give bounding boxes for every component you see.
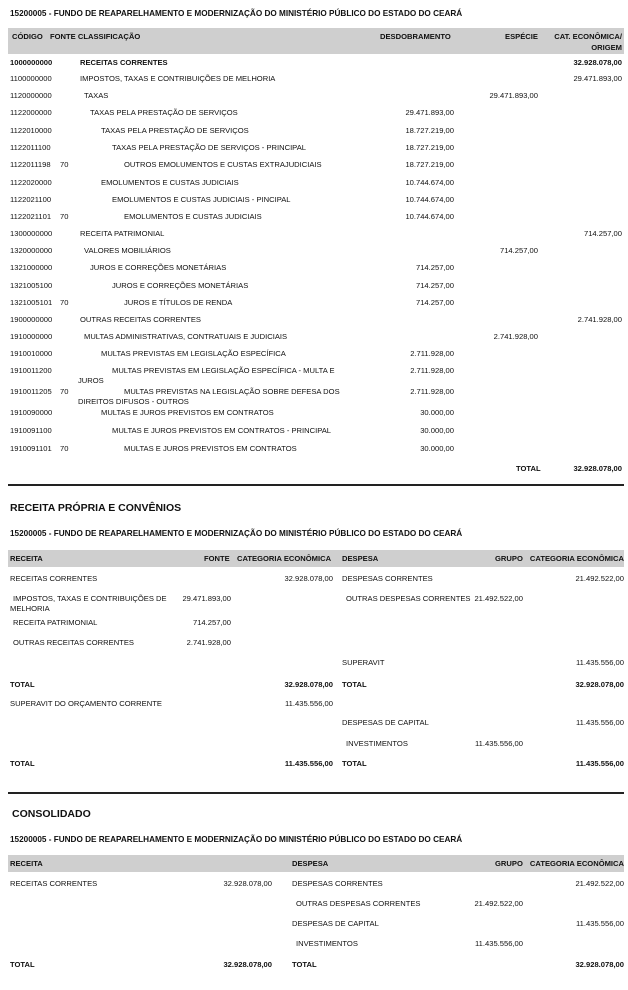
section-divider-2: [8, 792, 624, 794]
col-despesa: DESPESA: [342, 554, 379, 563]
col-fonte-classificacao: FONTE CLASSIFICAÇÃO: [50, 32, 141, 41]
row-code: 1910011205: [10, 387, 52, 396]
col-categoria-3: CATEGORIA ECONÔMICA: [529, 859, 624, 868]
despesas-capital-label: DESPESAS DE CAPITAL: [342, 718, 429, 727]
investimentos-label: INVESTIMENTOS: [346, 739, 408, 748]
section-heading-receita-propria: RECEITA PRÓPRIA E CONVÊNIOS: [10, 502, 182, 514]
impostos-label-2: MELHORIA: [10, 604, 50, 613]
consol-invest-value: 11.435.556,00: [475, 939, 523, 948]
consol-desp-corr-value: 21.492.522,00: [575, 879, 624, 888]
table3-header: [8, 855, 624, 872]
row-description: TAXAS PELA PRESTAÇÃO DE SERVIÇOS - PRINCIPAL: [112, 143, 306, 152]
col-fonte: FONTE: [204, 554, 230, 563]
row-desdobramento: 30.000,00: [420, 444, 454, 453]
row-code: 1122021101: [10, 212, 52, 221]
col-despesa-3: DESPESA: [292, 859, 329, 868]
row-description: EMOLUMENTOS E CUSTAS JUDICIAIS - PINCIPAL: [112, 195, 291, 204]
row-cat-economica: 29.471.893,00: [573, 74, 622, 83]
row-description: MULTAS ADMINISTRATIVAS, CONTRATUAIS E JUDICIAIS: [84, 332, 288, 341]
row-code: 1120000000: [10, 91, 52, 100]
row-especie: 714.257,00: [499, 246, 538, 255]
section-heading-consolidado: CONSOLIDADO: [12, 808, 91, 820]
row-description: JUROS E CORREÇÕES MONETÁRIAS: [112, 281, 249, 290]
row-code: 1122011100: [10, 143, 51, 152]
row-desdobramento: 29.471.893,00: [405, 108, 454, 117]
despesas-correntes-value: 21.492.522,00: [575, 574, 624, 583]
receita-patrimonial-fonte: 714.257,00: [192, 618, 231, 627]
row-description: MULTAS E JUROS PREVISTOS EM CONTRATOS - PRINCIPAL: [112, 426, 331, 435]
row-fonte: 70: [60, 212, 69, 221]
col-grupo: GRUPO: [495, 554, 523, 563]
row-description: IMPOSTOS, TAXAS E CONTRIBUIÇÕES DE MELHORIA: [80, 74, 276, 83]
total2-left-value: 11.435.556,00: [284, 759, 333, 768]
total2-right-label: TOTAL: [342, 759, 367, 768]
row-desdobramento: 10.744.674,00: [405, 178, 454, 187]
row-description: RECEITA PATRIMONIAL: [80, 229, 165, 238]
row-code: 1910010000: [10, 349, 53, 358]
row-code: 1321005100: [10, 281, 53, 290]
col-categoria-despesa: CATEGORIA ECONÔMICA: [529, 554, 624, 563]
outras-receitas-fonte: 2.741.928,00: [186, 638, 231, 647]
row-code: 1910091100: [10, 426, 52, 435]
row-desdobramento: 2.711.928,00: [410, 387, 454, 396]
total1-right-label: TOTAL: [342, 680, 367, 689]
section-divider: [8, 484, 624, 486]
row-especie: 29.471.893,00: [489, 91, 538, 100]
fund-title-3: 15200005 - FUNDO DE REAPARELHAMENTO E MODERNIZAÇÃO DO MINISTÉRIO PÚBLICO DO ESTADO DO CEARÁ: [10, 835, 463, 844]
row-desdobramento: 10.744.674,00: [405, 212, 454, 221]
row-code: 1910090000: [10, 408, 53, 417]
col-especie: ESPÉCIE: [505, 32, 538, 41]
row-fonte: 70: [60, 387, 69, 396]
consol-outras-value: 21.492.522,00: [474, 899, 523, 908]
consol-total-left-value: 32.928.078,00: [223, 960, 272, 969]
row-description: TAXAS PELA PRESTAÇÃO DE SERVIÇOS: [90, 108, 238, 117]
row-description: MULTAS E JUROS PREVISTOS EM CONTRATOS: [101, 408, 274, 417]
row-code: 1300000000: [10, 229, 53, 238]
row-description: MULTAS PREVISTAS NA LEGISLAÇÃO SOBRE DEFESA DOS: [124, 387, 340, 396]
col-cat-economica: CAT. ECONÔMICA/: [554, 32, 622, 41]
row-desdobramento: 714.257,00: [415, 263, 454, 272]
row-desdobramento: 2.711.928,00: [410, 366, 454, 375]
row-fonte: 70: [60, 444, 69, 453]
consol-desp-cap-value: 11.435.556,00: [576, 919, 624, 928]
row-cat-economica: 714.257,00: [583, 229, 622, 238]
row-code: 1910011200: [10, 366, 52, 375]
impostos-fonte: 29.471.893,00: [182, 594, 231, 603]
receitas-correntes-value: 32.928.078,00: [284, 574, 333, 583]
row-description: TAXAS: [84, 91, 109, 100]
total1-right-value: 32.928.078,00: [575, 680, 624, 689]
consol-receitas-label: RECEITAS CORRENTES: [10, 879, 98, 888]
row-description: OUTRAS RECEITAS CORRENTES: [80, 315, 201, 324]
row-code: 1910091101: [10, 444, 52, 453]
col-codigo: CÓDIGO: [12, 32, 43, 41]
superavit-value: 11.435.556,00: [576, 658, 624, 667]
row-description-cont: JUROS: [78, 376, 104, 385]
row-desdobramento: 30.000,00: [420, 408, 454, 417]
row-desdobramento: 18.727.219,00: [405, 143, 454, 152]
row-code: 1122010000: [10, 126, 52, 135]
row-fonte: 70: [60, 160, 69, 169]
row-especie: 2.741.928,00: [493, 332, 538, 341]
consol-total-right-label: TOTAL: [292, 960, 317, 969]
outras-despesas-label: OUTRAS DESPESAS CORRENTES: [346, 594, 471, 603]
receita-patrimonial-label: RECEITA PATRIMONIAL: [13, 618, 98, 627]
row-description: EMOLUMENTOS E CUSTAS JUDICIAIS: [124, 212, 262, 221]
outras-despesas-grupo: 21.492.522,00: [474, 594, 523, 603]
col-receita: RECEITA: [10, 554, 43, 563]
outras-receitas-label: OUTRAS RECEITAS CORRENTES: [13, 638, 134, 647]
consol-total-right-value: 32.928.078,00: [575, 960, 624, 969]
row-desdobramento: 714.257,00: [415, 298, 454, 307]
row-desdobramento: 2.711.928,00: [410, 349, 454, 358]
row-description: RECEITAS CORRENTES: [80, 58, 168, 67]
total2-right-value: 11.435.556,00: [575, 759, 624, 768]
impostos-label: IMPOSTOS, TAXAS E CONTRIBUIÇÕES DE: [13, 594, 167, 603]
consol-invest-label: INVESTIMENTOS: [296, 939, 358, 948]
col-categoria-receita: CATEGORIA ECONÔMICA: [237, 554, 332, 563]
fund-title-2: 15200005 - FUNDO DE REAPARELHAMENTO E MODERNIZAÇÃO DO MINISTÉRIO PÚBLICO DO ESTADO DO CEARÁ: [10, 529, 463, 538]
row-fonte: 70: [60, 298, 69, 307]
row-code: 1321000000: [10, 263, 53, 272]
investimentos-value: 11.435.556,00: [475, 739, 523, 748]
row-cat-economica: 2.741.928,00: [577, 315, 622, 324]
row-code: 1122011198: [10, 160, 51, 169]
row-desdobramento: 18.727.219,00: [405, 126, 454, 135]
consol-desp-cap-label: DESPESAS DE CAPITAL: [292, 919, 379, 928]
row-description: JUROS E CORREÇÕES MONETÁRIAS: [90, 263, 227, 272]
row-description: OUTROS EMOLUMENTOS E CUSTAS EXTRAJUDICIAIS: [124, 160, 322, 169]
table1-total-label: TOTAL: [516, 464, 541, 473]
row-desdobramento: 18.727.219,00: [405, 160, 454, 169]
total1-left-value: 32.928.078,00: [284, 680, 333, 689]
row-code: 1900000000: [10, 315, 53, 324]
row-code: 1320000000: [10, 246, 53, 255]
row-code: 1122020000: [10, 178, 52, 187]
row-description: JUROS E TÍTULOS DE RENDA: [124, 298, 233, 307]
row-code: 1910000000: [10, 332, 53, 341]
col-cat-origem: ORIGEM: [591, 43, 622, 52]
despesas-correntes-label: DESPESAS CORRENTES: [342, 574, 433, 583]
superavit-orcamento-value: 11.435.556,00: [285, 699, 333, 708]
table1-total-value: 32.928.078,00: [573, 464, 622, 473]
superavit-orcamento-label: SUPERAVIT DO ORÇAMENTO CORRENTE: [10, 699, 162, 708]
receitas-correntes-label: RECEITAS CORRENTES: [10, 574, 98, 583]
row-desdobramento: 30.000,00: [420, 426, 454, 435]
col-grupo-3: GRUPO: [495, 859, 523, 868]
row-code: 1122021100: [10, 195, 52, 204]
col-desdobramento: DESDOBRAMENTO: [380, 32, 451, 41]
row-code: 1122000000: [10, 108, 52, 117]
row-cat-economica: 32.928.078,00: [573, 58, 622, 67]
row-code: 1100000000: [10, 74, 52, 83]
row-description: VALORES MOBILIÁRIOS: [84, 246, 171, 255]
despesas-capital-value: 11.435.556,00: [576, 718, 624, 727]
table2-header: [8, 550, 624, 567]
row-description-cont: DIREITOS DIFUSOS - OUTROS: [78, 397, 189, 406]
row-code: 1000000000: [10, 58, 53, 67]
superavit-label: SUPERAVIT: [342, 658, 385, 667]
total1-left-label: TOTAL: [10, 680, 35, 689]
row-description: TAXAS PELA PRESTAÇÃO DE SERVIÇOS: [101, 126, 249, 135]
row-description: MULTAS PREVISTAS EM LEGISLAÇÃO ESPECÍFICA - MULTA E: [112, 366, 335, 375]
row-desdobramento: 714.257,00: [415, 281, 454, 290]
table1-header: [8, 28, 624, 54]
consol-desp-corr-label: DESPESAS CORRENTES: [292, 879, 383, 888]
row-description: MULTAS PREVISTAS EM LEGISLAÇÃO ESPECÍFICA: [101, 349, 286, 358]
fund-title: 15200005 - FUNDO DE REAPARELHAMENTO E MODERNIZAÇÃO DO MINISTÉRIO PÚBLICO DO ESTADO DO CEARÁ: [10, 9, 463, 18]
consol-total-left-label: TOTAL: [10, 960, 35, 969]
consol-receitas-value: 32.928.078,00: [223, 879, 272, 888]
row-desdobramento: 10.744.674,00: [405, 195, 454, 204]
row-code: 1321005101: [10, 298, 53, 307]
consol-outras-label: OUTRAS DESPESAS CORRENTES: [296, 899, 421, 908]
col-receita-3: RECEITA: [10, 859, 43, 868]
total2-left-label: TOTAL: [10, 759, 35, 768]
row-description: EMOLUMENTOS E CUSTAS JUDICIAIS: [101, 178, 239, 187]
row-description: MULTAS E JUROS PREVISTOS EM CONTRATOS: [124, 444, 297, 453]
